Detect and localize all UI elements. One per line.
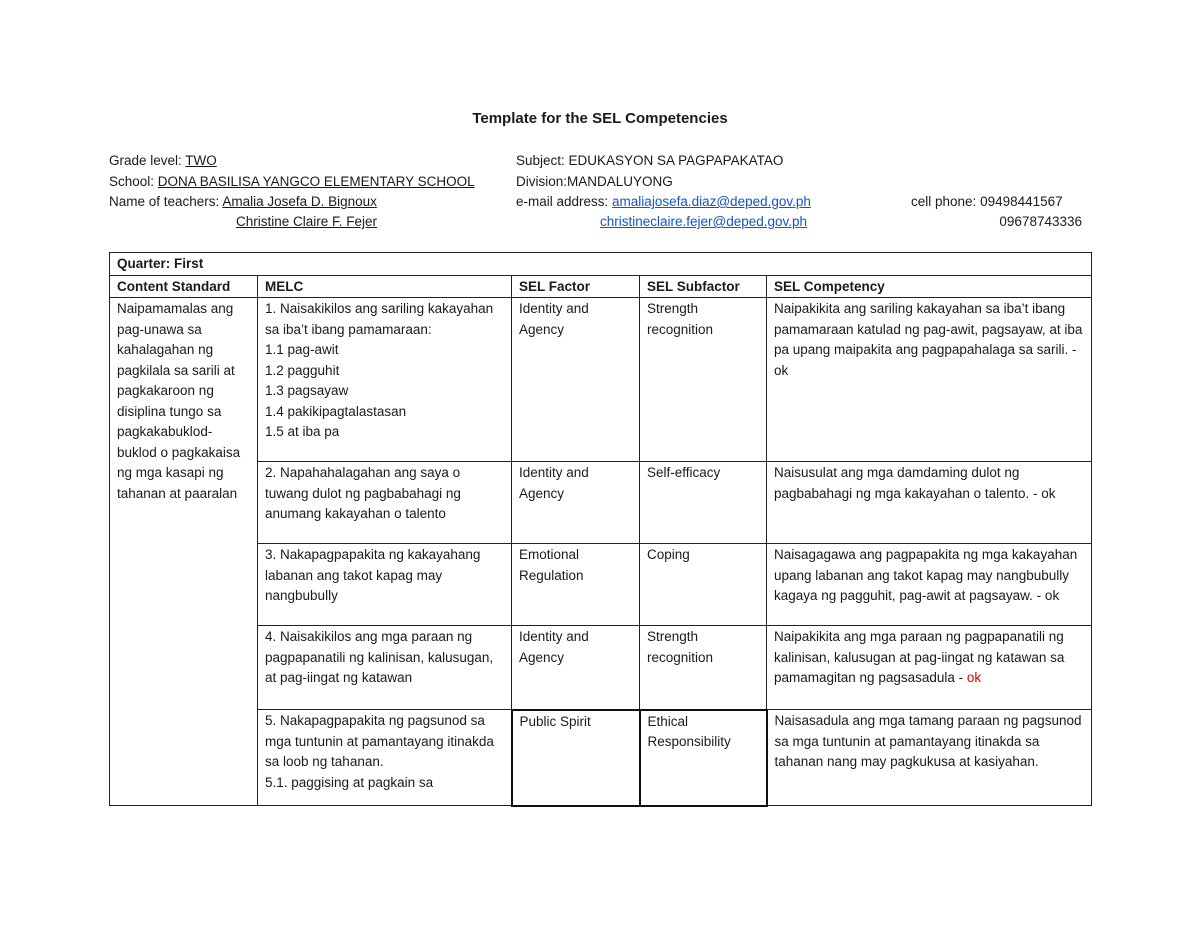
sel-factor-cell: Identity and Agency bbox=[512, 462, 640, 544]
melc-cell: 2. Napahahalagahan ang saya o tuwang dulot ng pagbabahagi ng anumang kakayahan o talento bbox=[258, 462, 512, 544]
email-link-1[interactable]: amaliajosefa.diaz@deped.gov.ph bbox=[612, 194, 811, 209]
competency-text: Naipakikita ang mga paraan ng pagpapanatili ng kalinisan, kalusugan at pag-iingat ng katawan sa pamamagitan ng pagsasadula - bbox=[774, 629, 1065, 685]
sel-subfactor-cell: Strength recognition bbox=[640, 298, 767, 462]
cell-label: cell phone: bbox=[911, 194, 981, 209]
table-row bbox=[110, 544, 1092, 626]
school-label: School: bbox=[109, 174, 158, 189]
sel-competency-cell: Naisasadula ang mga tamang paraan ng pagsunod sa mga tuntunin at pamantayang itinakda sa tahanan nang may pagkukusa at kasiyahan. bbox=[767, 710, 1092, 806]
sel-factor-cell: Emotional Regulation bbox=[512, 544, 640, 626]
grade-value: TWO bbox=[185, 153, 217, 168]
quarter-row bbox=[110, 253, 1092, 276]
header-sel-factor: SEL Factor bbox=[512, 275, 640, 298]
table-row bbox=[110, 710, 1092, 806]
sel-competency-table bbox=[109, 252, 1092, 807]
teachers-label: Name of teachers: bbox=[109, 194, 223, 209]
sel-competency-cell: Naipakikita ang sariling kakayahan sa iba’t ibang pamamaraan katulad ng pag-awit, pagsayaw, at iba pa upang maipakita ang pagpapahalaga sa sarili. -ok bbox=[767, 298, 1092, 462]
melc-line: 1. Naisakikilos ang sariling kakayahan sa iba’t ibang pamamaraan: bbox=[265, 301, 494, 337]
teacher-2: Christine Claire F. Fejer bbox=[236, 214, 378, 229]
melc-line: 1.2 pagguhit bbox=[265, 362, 340, 378]
melc-line: 1.5 at iba pa bbox=[265, 424, 340, 439]
melc-cell bbox=[258, 298, 512, 462]
school-line bbox=[109, 172, 475, 192]
melc-line: 1.1 pag-awit bbox=[265, 342, 339, 357]
melc-line: 5.1. paggising at pagkain sa bbox=[265, 774, 434, 790]
division-line: Division:MANDALUYONG bbox=[516, 174, 673, 189]
melc-line: 1.3 pagsayaw bbox=[265, 383, 349, 398]
sel-competency-cell: Naisusulat ang mga damdaming dulot ng pagbabahagi ng mga kakayahan o talento. - ok bbox=[767, 462, 1092, 544]
sel-factor-cell: Public Spirit bbox=[512, 710, 640, 806]
quarter-cell: Quarter: First bbox=[110, 253, 1092, 276]
school-value: DONA BASILISA YANGCO ELEMENTARY SCHOOL bbox=[157, 174, 475, 189]
header-row bbox=[110, 275, 1092, 298]
sel-subfactor-cell: Ethical Responsibility bbox=[640, 710, 767, 806]
cell-line bbox=[911, 192, 1063, 212]
ok-mark: ok bbox=[966, 670, 982, 685]
header-content-standard: Content Standard bbox=[110, 275, 258, 298]
email-link-2[interactable]: christineclaire.fejer@deped.gov.ph bbox=[600, 214, 808, 229]
subject-line: Subject: EDUKASYON SA PAGPAPAKATAO bbox=[516, 153, 784, 168]
teachers-line bbox=[109, 192, 377, 212]
cell-1: 09498441567 bbox=[980, 194, 1063, 209]
content-standard-cell: Naipamamalas ang pag-unawa sa kahalagahan ng pagkilala sa sarili at pagkakaroon ng disiplina tungo sa pagkakabuklod-buklod o pagkakaisa ng mga kasapi ng tahanan at paaralan bbox=[110, 298, 258, 806]
melc-cell: 4. Naisakikilos ang mga paraan ng pagpapanatili ng kalinisan, kalusugan, at pag-iingat ng katawan bbox=[258, 626, 512, 710]
header-melc: MELC bbox=[258, 275, 512, 298]
teacher-1: Amalia Josefa D. Bignoux bbox=[222, 194, 377, 209]
grade-level-line bbox=[109, 151, 217, 171]
sel-competency-cell bbox=[767, 626, 1092, 710]
melc-cell: 3. Nakapagpapakita ng kakayahang labanan ang takot kapag may nangbubully bbox=[258, 544, 512, 626]
grade-label: Grade level: bbox=[109, 153, 186, 168]
email-label: e-mail address: bbox=[516, 194, 613, 209]
table-row bbox=[110, 626, 1092, 710]
table-row bbox=[110, 298, 1092, 462]
cell-2: 09678743336 bbox=[999, 214, 1082, 229]
melc-cell bbox=[258, 710, 512, 806]
sel-competency-cell: Naisagagawa ang pagpapakita ng mga kakayahan upang labanan ang takot kapag may nangbubully kagaya ng pagguhit, pag-awit at pagsayaw. - ok bbox=[767, 544, 1092, 626]
table-row bbox=[110, 462, 1092, 544]
sel-factor-cell: Identity and Agency bbox=[512, 626, 640, 710]
sel-subfactor-cell: Coping bbox=[640, 544, 767, 626]
page-title: Template for the SEL Competencies bbox=[472, 110, 728, 127]
melc-line: 1.4 pakikipagtalastasan bbox=[265, 403, 407, 419]
melc-line: 5. Nakapagpapakita ng pagsunod sa mga tuntunin at pamantayang itinakda sa loob ng tahanan. bbox=[265, 713, 494, 769]
header-sel-competency: SEL Competency bbox=[767, 275, 1092, 298]
sel-subfactor-cell: Self-efficacy bbox=[640, 462, 767, 544]
sel-factor-cell: Identity and Agency bbox=[512, 298, 640, 462]
email-line bbox=[516, 192, 811, 212]
sel-subfactor-cell: Strength recognition bbox=[640, 626, 767, 710]
header-sel-subfactor: SEL Subfactor bbox=[640, 275, 767, 298]
